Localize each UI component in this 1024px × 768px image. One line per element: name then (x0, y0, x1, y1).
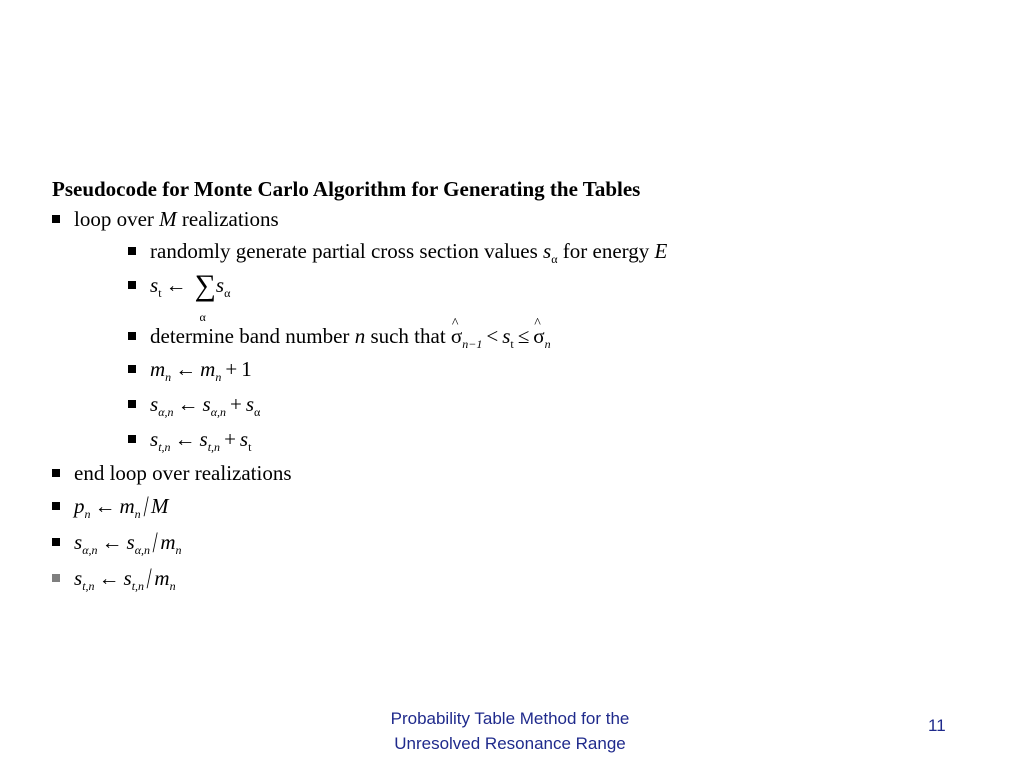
bullet-square-icon (128, 332, 136, 340)
arrow-left: ← (174, 427, 196, 451)
sigma-hat: ^ σ (451, 322, 462, 350)
bullet-random-generate (128, 237, 667, 268)
plus: + (224, 427, 236, 451)
slide-footer (340, 706, 680, 756)
bullet-loop-end (52, 459, 292, 487)
sum-symbol: ∑ (194, 269, 216, 302)
sub-t: t (158, 286, 162, 300)
bullet-s-t-norm (52, 562, 176, 595)
sub-n: n (169, 579, 176, 593)
var-m: m (160, 530, 176, 554)
sub-alpha: α (224, 286, 231, 300)
var-s: s (202, 392, 211, 416)
text: for energy (557, 239, 655, 263)
text: realizations (176, 207, 279, 231)
arrow-left: ← (175, 357, 197, 381)
var-m: m (150, 357, 166, 381)
text: such that (365, 324, 451, 348)
var-M: M (159, 207, 177, 231)
var-p: p (74, 494, 85, 518)
text: determine band number (150, 324, 355, 348)
sub-n: n (175, 543, 182, 557)
sub-t: t (248, 440, 252, 454)
text: end loop over realizations (74, 461, 292, 485)
sub-t-n: t,n (158, 440, 171, 454)
text: loop over (74, 207, 160, 231)
bullet-square-icon (128, 365, 136, 373)
var-s: s (543, 239, 552, 263)
arrow-left: ← (98, 566, 120, 590)
division-slash: / (152, 526, 158, 559)
plus: + (225, 357, 238, 381)
bullet-square-icon (52, 215, 60, 223)
bullet-band-number (128, 322, 551, 353)
sub-t-n: t,n (82, 579, 95, 593)
arrow-left: ← (101, 530, 123, 554)
sub-t-n: t,n (207, 440, 221, 454)
plus: + (230, 392, 242, 416)
bullet-square-icon (128, 247, 136, 255)
slide-title: Pseudocode for Monte Carlo Algorithm for Generating the Tables (52, 177, 641, 201)
sub-alpha-n: α,n (134, 543, 150, 557)
page-number: 11 (928, 716, 946, 735)
var-E: E (654, 239, 668, 263)
bullet-s-alpha-norm (52, 526, 182, 559)
division-slash: / (146, 562, 152, 595)
sub-n: n (134, 507, 141, 521)
text: randomly generate partial cross section values (150, 239, 544, 263)
arrow-left: ← (94, 494, 116, 518)
bullet-square-icon (52, 469, 60, 477)
sub-n: n (84, 507, 91, 521)
sub-alpha-n: α,n (210, 405, 226, 419)
sum-sub-alpha: α (199, 310, 206, 324)
sub-alpha: α (254, 405, 261, 419)
footer-line-1: Probability Table Method for the (390, 709, 630, 728)
sub-n-minus-1: n−1 (462, 337, 483, 351)
var-s: s (150, 427, 159, 451)
var-s: s (150, 273, 159, 297)
bullet-m-update (128, 355, 252, 386)
bullet-sum-step (128, 269, 231, 324)
var-m: m (200, 357, 216, 381)
bullet-square-icon (128, 400, 136, 408)
var-s: s (502, 324, 511, 348)
sub-t-n: t,n (131, 579, 145, 593)
var-s: s (239, 427, 249, 451)
bullet-square-icon (52, 502, 60, 510)
var-m: m (119, 494, 135, 518)
var-s: s (199, 427, 208, 451)
number-one: 1 (241, 357, 252, 381)
bullet-square-icon (128, 435, 136, 443)
var-s: s (126, 530, 135, 554)
var-s: s (74, 530, 83, 554)
bullet-loop-start (52, 205, 279, 233)
var-s: s (150, 392, 159, 416)
sub-alpha: α (551, 252, 558, 266)
footer-line-2: Unresolved Resonance Range (394, 734, 626, 753)
var-M: M (151, 494, 169, 518)
less-than: < (486, 324, 499, 348)
sigma-hat: ^ σ (533, 322, 544, 350)
less-equal: ≤ (517, 324, 530, 348)
var-m: m (154, 566, 170, 590)
arrow-left: ← (177, 392, 199, 416)
var-s: s (74, 566, 83, 590)
sub-alpha-n: α,n (158, 405, 174, 419)
sum-block (191, 269, 216, 324)
bullet-p-calc (52, 490, 169, 523)
bullet-s-t-update (128, 425, 251, 456)
sub-n: n (544, 337, 551, 351)
sub-n: n (165, 370, 172, 384)
var-s: s (245, 392, 255, 416)
var-s: s (123, 566, 132, 590)
bullet-square-icon (52, 574, 60, 582)
var-n: n (354, 324, 366, 348)
sub-t: t (510, 337, 514, 351)
bullet-square-icon (52, 538, 60, 546)
arrow-left: ← (165, 273, 187, 297)
bullet-square-icon (128, 281, 136, 289)
division-slash: / (143, 490, 149, 523)
sub-n: n (215, 370, 222, 384)
sub-alpha-n: α,n (82, 543, 98, 557)
var-s: s (215, 273, 225, 297)
bullet-s-alpha-update (128, 390, 260, 421)
